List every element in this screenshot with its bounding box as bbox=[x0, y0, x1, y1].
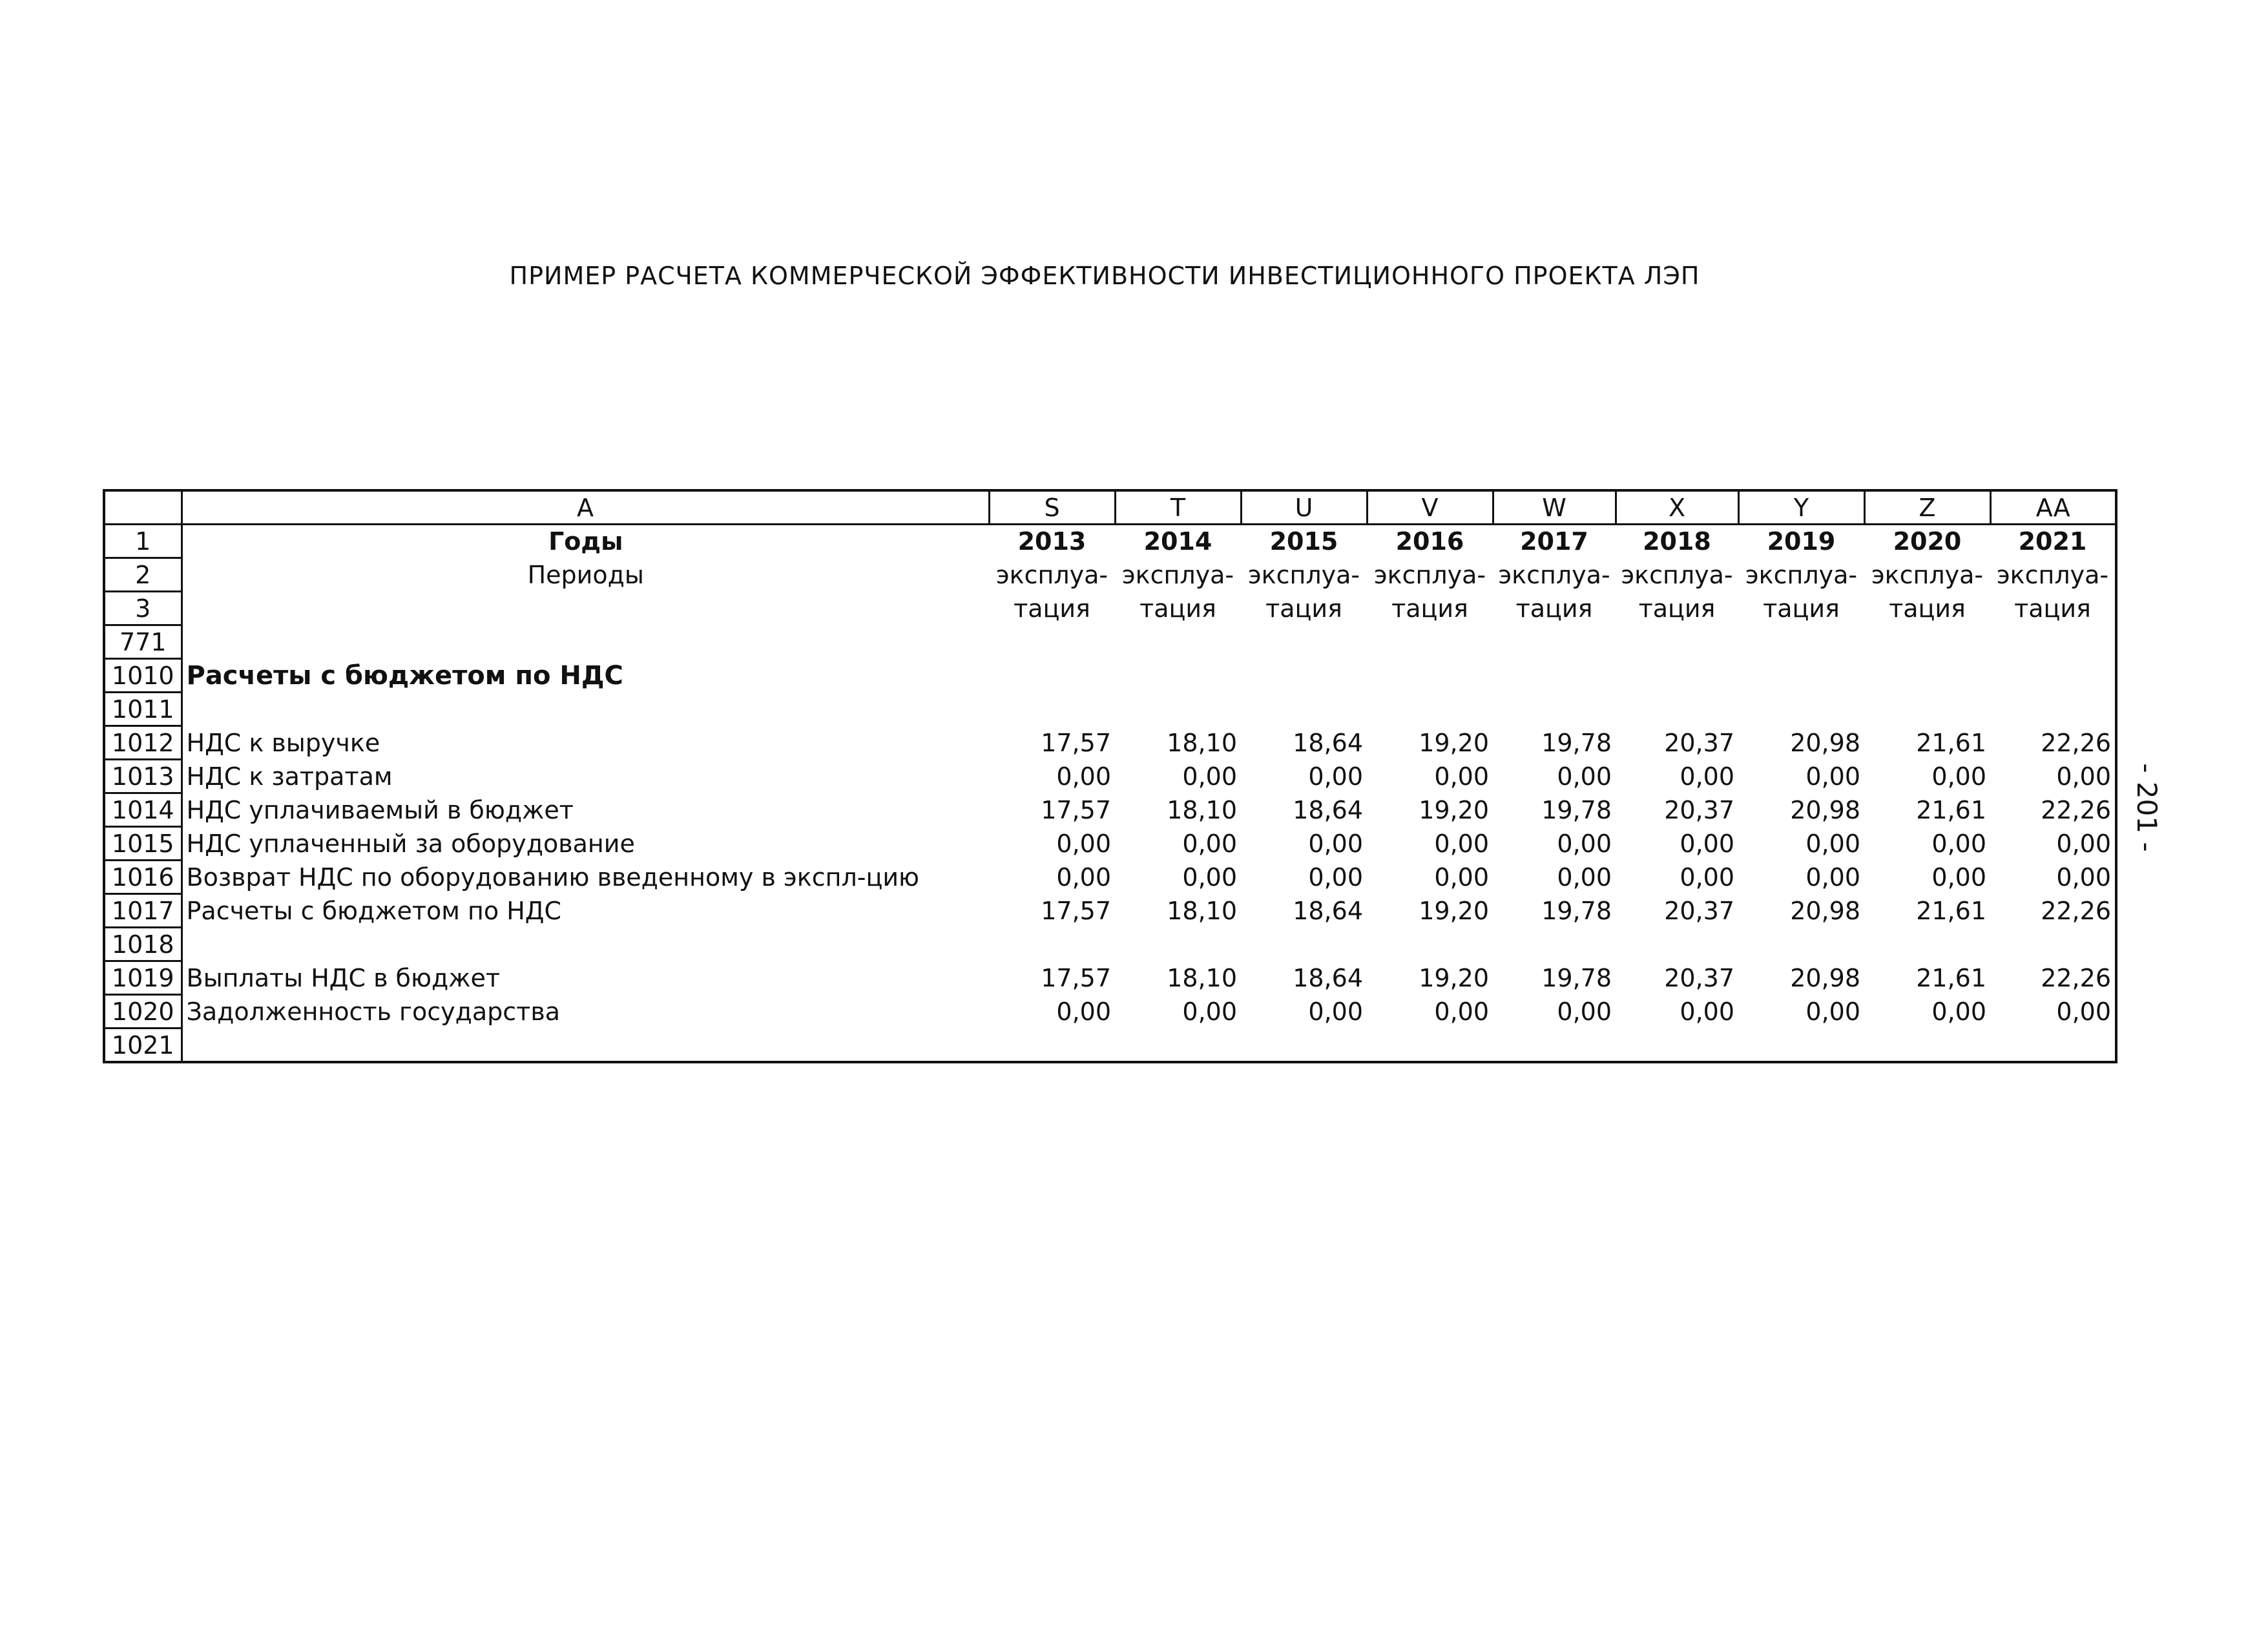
empty-cell[interactable] bbox=[1864, 928, 1990, 961]
value-cell[interactable]: 18,10 bbox=[1167, 963, 1237, 992]
value-cell[interactable]: 19,78 bbox=[1541, 795, 1612, 824]
table-row bbox=[104, 827, 2116, 861]
value-cell[interactable]: 0,00 bbox=[1805, 829, 1860, 858]
empty-cell[interactable] bbox=[1738, 625, 1864, 659]
row-number[interactable]: 1018 bbox=[104, 928, 182, 961]
spreadsheet-table bbox=[103, 489, 2117, 1063]
column-header-u[interactable]: U bbox=[1241, 490, 1367, 525]
row-label[interactable]: НДС к выручке bbox=[182, 726, 989, 760]
period-cell[interactable]: эксплуа- bbox=[1247, 560, 1360, 589]
column-header-z[interactable]: Z bbox=[1864, 490, 1990, 525]
row-label[interactable]: НДС к затратам bbox=[182, 760, 989, 793]
table-row bbox=[104, 726, 2116, 760]
empty-cell[interactable] bbox=[1864, 693, 1990, 726]
row-number[interactable]: 1019 bbox=[104, 961, 182, 995]
page-title: ПРИМЕР РАСЧЕТА КОММЕРЧЕСКОЙ ЭФФЕКТИВНОСТИ ИНВЕСТИЦИОННОГО ПРОЕКТА ЛЭП bbox=[509, 262, 1700, 290]
empty-cell[interactable] bbox=[1115, 625, 1241, 659]
period-cell[interactable]: эксплуа- bbox=[1121, 560, 1234, 589]
period-cell[interactable]: эксплуа- bbox=[1745, 560, 1858, 589]
row-label[interactable]: Выплаты НДС в бюджет bbox=[182, 961, 989, 995]
period-cell[interactable]: тация bbox=[1139, 594, 1216, 623]
row-label[interactable]: Возврат НДС по оборудованию введенному в экспл-цию bbox=[182, 861, 989, 894]
period-cell[interactable]: тация bbox=[1515, 594, 1593, 623]
value-cell[interactable]: 0,00 bbox=[1557, 862, 1612, 892]
value-cell[interactable]: 19,20 bbox=[1419, 728, 1489, 757]
empty-cell[interactable] bbox=[1367, 928, 1493, 961]
empty-cell[interactable] bbox=[1864, 659, 1990, 693]
value-cell[interactable]: 19,20 bbox=[1419, 896, 1489, 925]
value-cell[interactable]: 17,57 bbox=[1041, 728, 1111, 757]
value-cell[interactable]: 0,00 bbox=[1557, 997, 1612, 1026]
row-number[interactable]: 1021 bbox=[104, 1029, 182, 1063]
value-cell[interactable]: 0,00 bbox=[1182, 762, 1237, 791]
row-label[interactable]: Задолженность государства bbox=[182, 995, 989, 1029]
value-cell[interactable]: 0,00 bbox=[1557, 762, 1612, 791]
period-cell[interactable]: эксплуа- bbox=[1373, 560, 1486, 589]
table-row bbox=[104, 1029, 2116, 1063]
empty-cell[interactable] bbox=[1115, 693, 1241, 726]
column-header-aa[interactable]: AA bbox=[1990, 490, 2116, 525]
empty-cell[interactable] bbox=[1241, 659, 1367, 693]
column-header-t[interactable]: T bbox=[1115, 490, 1241, 525]
value-cell[interactable]: 20,98 bbox=[1790, 896, 1860, 925]
year-cell[interactable]: 2016 bbox=[1395, 527, 1464, 556]
value-cell[interactable]: 0,00 bbox=[1434, 862, 1489, 892]
empty-cell[interactable] bbox=[1115, 928, 1241, 961]
table-row bbox=[104, 995, 2116, 1029]
value-cell[interactable]: 20,37 bbox=[1664, 728, 1734, 757]
empty-cell[interactable] bbox=[1367, 625, 1493, 659]
value-cell[interactable]: 0,00 bbox=[1680, 829, 1734, 858]
period-cell[interactable]: тация bbox=[1889, 594, 1966, 623]
value-cell[interactable]: 0,00 bbox=[1805, 762, 1860, 791]
value-cell[interactable]: 0,00 bbox=[1182, 829, 1237, 858]
value-cell[interactable]: 0,00 bbox=[1931, 829, 1986, 858]
empty-cell[interactable] bbox=[989, 625, 1115, 659]
empty-cell[interactable] bbox=[1493, 928, 1616, 961]
table-row bbox=[104, 625, 2116, 659]
empty-cell[interactable] bbox=[1616, 659, 1738, 693]
value-cell[interactable]: 18,10 bbox=[1167, 795, 1237, 824]
empty-cell[interactable] bbox=[1990, 928, 2116, 961]
period-cell[interactable]: эксплуа- bbox=[1990, 558, 2116, 592]
period-cell[interactable]: тация bbox=[1391, 594, 1468, 623]
empty-cell[interactable] bbox=[1241, 1029, 1367, 1063]
empty-cell[interactable] bbox=[989, 928, 1115, 961]
table-row bbox=[104, 558, 2116, 592]
empty-cell[interactable] bbox=[1493, 693, 1616, 726]
row-number[interactable]: 1020 bbox=[104, 995, 182, 1029]
period-cell[interactable]: тация bbox=[1638, 594, 1716, 623]
value-cell[interactable]: 0,00 bbox=[1557, 829, 1612, 858]
value-cell[interactable]: 22,26 bbox=[1990, 793, 2116, 827]
empty-cell[interactable] bbox=[1241, 928, 1367, 961]
empty-cell[interactable] bbox=[989, 693, 1115, 726]
value-cell[interactable]: 0,00 bbox=[1308, 829, 1363, 858]
period-cell[interactable]: тация bbox=[1014, 594, 1090, 623]
value-cell[interactable]: 0,00 bbox=[1990, 861, 2116, 894]
value-cell[interactable]: 18,64 bbox=[1293, 795, 1363, 824]
value-cell[interactable]: 0,00 bbox=[1056, 762, 1111, 791]
empty-cell[interactable] bbox=[1616, 693, 1738, 726]
value-cell[interactable]: 19,78 bbox=[1541, 896, 1612, 925]
row-label[interactable] bbox=[182, 1029, 989, 1063]
value-cell[interactable]: 20,98 bbox=[1790, 963, 1860, 992]
row-number[interactable]: 1017 bbox=[104, 894, 182, 928]
empty-cell[interactable] bbox=[1738, 693, 1864, 726]
value-cell[interactable]: 18,64 bbox=[1293, 963, 1363, 992]
value-cell[interactable]: 21,61 bbox=[1916, 896, 1986, 925]
empty-cell[interactable] bbox=[1990, 693, 2116, 726]
value-cell[interactable]: 0,00 bbox=[1931, 997, 1986, 1026]
value-cell[interactable]: 17,57 bbox=[1041, 896, 1111, 925]
value-cell[interactable]: 18,10 bbox=[1167, 728, 1237, 757]
year-cell[interactable]: 2021 bbox=[1990, 525, 2116, 558]
value-cell[interactable]: 0,00 bbox=[1056, 862, 1111, 892]
table-row bbox=[104, 525, 2116, 558]
value-cell[interactable]: 0,00 bbox=[1680, 997, 1734, 1026]
row-label[interactable]: НДС уплаченный за оборудование bbox=[182, 827, 989, 861]
empty-cell[interactable] bbox=[1241, 693, 1367, 726]
value-cell[interactable]: 19,78 bbox=[1541, 728, 1612, 757]
value-cell[interactable]: 20,37 bbox=[1664, 795, 1734, 824]
value-cell[interactable]: 22,26 bbox=[1990, 961, 2116, 995]
empty-cell[interactable] bbox=[1493, 625, 1616, 659]
value-cell[interactable]: 0,00 bbox=[1308, 997, 1363, 1026]
value-cell[interactable]: 18,64 bbox=[1293, 728, 1363, 757]
row-number[interactable]: 771 bbox=[104, 625, 182, 659]
value-cell[interactable]: 0,00 bbox=[1680, 862, 1734, 892]
empty-cell[interactable] bbox=[1367, 693, 1493, 726]
empty-cell[interactable] bbox=[1864, 625, 1990, 659]
column-header-a[interactable]: A bbox=[182, 490, 989, 525]
row-number[interactable]: 1013 bbox=[104, 760, 182, 793]
row-number[interactable]: 1016 bbox=[104, 861, 182, 894]
empty-cell[interactable] bbox=[1864, 1029, 1990, 1063]
year-cell[interactable]: 2015 bbox=[1269, 527, 1338, 556]
column-header-s[interactable]: S bbox=[989, 490, 1115, 525]
value-cell[interactable]: 22,26 bbox=[1990, 726, 2116, 760]
row-number[interactable]: 1 bbox=[104, 525, 182, 558]
value-cell[interactable]: 18,10 bbox=[1167, 896, 1237, 925]
value-cell[interactable]: 19,20 bbox=[1419, 795, 1489, 824]
row-label[interactable] bbox=[182, 592, 989, 625]
value-cell[interactable]: 0,00 bbox=[1182, 997, 1237, 1026]
value-cell[interactable]: 0,00 bbox=[1990, 995, 2116, 1029]
value-cell[interactable]: 19,20 bbox=[1419, 963, 1489, 992]
value-cell[interactable]: 20,37 bbox=[1664, 896, 1734, 925]
section-title[interactable]: Расчеты с бюджетом по НДС bbox=[182, 659, 989, 693]
year-cell[interactable]: 2014 bbox=[1143, 527, 1212, 556]
year-cell[interactable]: 2020 bbox=[1893, 527, 1962, 556]
value-cell[interactable]: 21,61 bbox=[1916, 728, 1986, 757]
value-cell[interactable]: 0,00 bbox=[1056, 829, 1111, 858]
empty-cell[interactable] bbox=[1738, 1029, 1864, 1063]
value-cell[interactable]: 21,61 bbox=[1916, 795, 1986, 824]
row-number[interactable]: 1015 bbox=[104, 827, 182, 861]
row-label[interactable]: НДС уплачиваемый в бюджет bbox=[182, 793, 989, 827]
table-row bbox=[104, 961, 2116, 995]
value-cell[interactable]: 19,78 bbox=[1541, 963, 1612, 992]
page-number: - 201 - bbox=[2131, 763, 2163, 852]
row-number[interactable]: 2 bbox=[104, 558, 182, 592]
value-cell[interactable]: 20,37 bbox=[1664, 963, 1734, 992]
period-cell[interactable]: эксплуа- bbox=[1498, 560, 1610, 589]
period-cell[interactable]: эксплуа- bbox=[1871, 560, 1984, 589]
row-number[interactable]: 1012 bbox=[104, 726, 182, 760]
period-cell[interactable]: тация bbox=[1763, 594, 1840, 623]
empty-cell[interactable] bbox=[1738, 659, 1864, 693]
period-cell[interactable]: эксплуа- bbox=[995, 560, 1108, 589]
value-cell[interactable]: 22,26 bbox=[1990, 894, 2116, 928]
value-cell[interactable]: 0,00 bbox=[1931, 762, 1986, 791]
value-cell[interactable]: 0,00 bbox=[1434, 997, 1489, 1026]
value-cell[interactable]: 21,61 bbox=[1916, 963, 1986, 992]
row-label[interactable] bbox=[182, 693, 989, 726]
corner-cell[interactable] bbox=[104, 490, 182, 525]
period-cell[interactable]: эксплуа- bbox=[1621, 560, 1733, 589]
row-label[interactable] bbox=[182, 625, 989, 659]
year-cell[interactable]: 2018 bbox=[1643, 527, 1711, 556]
empty-cell[interactable] bbox=[1616, 1029, 1738, 1063]
column-header-y[interactable]: Y bbox=[1738, 490, 1864, 525]
empty-cell[interactable] bbox=[1115, 659, 1241, 693]
value-cell[interactable]: 0,00 bbox=[1990, 760, 2116, 793]
period-cell[interactable]: тация bbox=[1265, 594, 1342, 623]
empty-cell[interactable] bbox=[1990, 1029, 2116, 1063]
value-cell[interactable]: 0,00 bbox=[1308, 762, 1363, 791]
table-row bbox=[104, 693, 2116, 726]
value-cell[interactable]: 18,64 bbox=[1293, 896, 1363, 925]
year-cell[interactable]: 2017 bbox=[1520, 527, 1588, 556]
empty-cell[interactable] bbox=[1241, 625, 1367, 659]
empty-cell[interactable] bbox=[1493, 659, 1616, 693]
empty-cell[interactable] bbox=[1115, 1029, 1241, 1063]
value-cell[interactable]: 0,00 bbox=[1805, 997, 1860, 1026]
empty-cell[interactable] bbox=[989, 659, 1115, 693]
empty-cell[interactable] bbox=[1616, 625, 1738, 659]
value-cell[interactable]: 0,00 bbox=[1434, 829, 1489, 858]
value-cell[interactable]: 0,00 bbox=[1680, 762, 1734, 791]
value-cell[interactable]: 0,00 bbox=[1182, 862, 1237, 892]
table-row bbox=[104, 760, 2116, 793]
value-cell[interactable]: 17,57 bbox=[1041, 963, 1111, 992]
empty-cell[interactable] bbox=[1738, 928, 1864, 961]
empty-cell[interactable] bbox=[1367, 659, 1493, 693]
row-label[interactable]: Периоды bbox=[182, 558, 989, 592]
value-cell[interactable]: 0,00 bbox=[1056, 997, 1111, 1026]
column-header-x[interactable]: X bbox=[1616, 490, 1738, 525]
empty-cell[interactable] bbox=[1493, 1029, 1616, 1063]
table-row bbox=[104, 861, 2116, 894]
value-cell[interactable]: 20,98 bbox=[1790, 728, 1860, 757]
row-label[interactable]: Расчеты с бюджетом по НДС bbox=[182, 894, 989, 928]
table-row bbox=[104, 793, 2116, 827]
row-label[interactable]: Годы bbox=[182, 525, 989, 558]
year-cell[interactable]: 2013 bbox=[1017, 527, 1087, 556]
column-header-row bbox=[104, 490, 2116, 525]
column-header-w[interactable]: W bbox=[1493, 490, 1616, 525]
empty-cell[interactable] bbox=[1367, 1029, 1493, 1063]
period-cell[interactable]: тация bbox=[1990, 592, 2116, 625]
value-cell[interactable]: 0,00 bbox=[1434, 762, 1489, 791]
row-number[interactable]: 1011 bbox=[104, 693, 182, 726]
column-header-v[interactable]: V bbox=[1367, 490, 1493, 525]
table-row bbox=[104, 928, 2116, 961]
section-row bbox=[104, 659, 2116, 693]
table-row bbox=[104, 592, 2116, 625]
empty-cell[interactable] bbox=[989, 1029, 1115, 1063]
year-cell[interactable]: 2019 bbox=[1767, 527, 1836, 556]
value-cell[interactable]: 20,98 bbox=[1790, 795, 1860, 824]
empty-cell[interactable] bbox=[1616, 928, 1738, 961]
empty-cell[interactable] bbox=[1990, 625, 2116, 659]
value-cell[interactable]: 17,57 bbox=[1041, 795, 1111, 824]
row-number[interactable]: 3 bbox=[104, 592, 182, 625]
table-row bbox=[104, 894, 2116, 928]
value-cell[interactable]: 0,00 bbox=[1931, 862, 1986, 892]
empty-cell[interactable] bbox=[1990, 659, 2116, 693]
row-number[interactable]: 1010 bbox=[104, 659, 182, 693]
value-cell[interactable]: 0,00 bbox=[1990, 827, 2116, 861]
value-cell[interactable]: 0,00 bbox=[1308, 862, 1363, 892]
value-cell[interactable]: 0,00 bbox=[1805, 862, 1860, 892]
row-label[interactable] bbox=[182, 928, 989, 961]
row-number[interactable]: 1014 bbox=[104, 793, 182, 827]
